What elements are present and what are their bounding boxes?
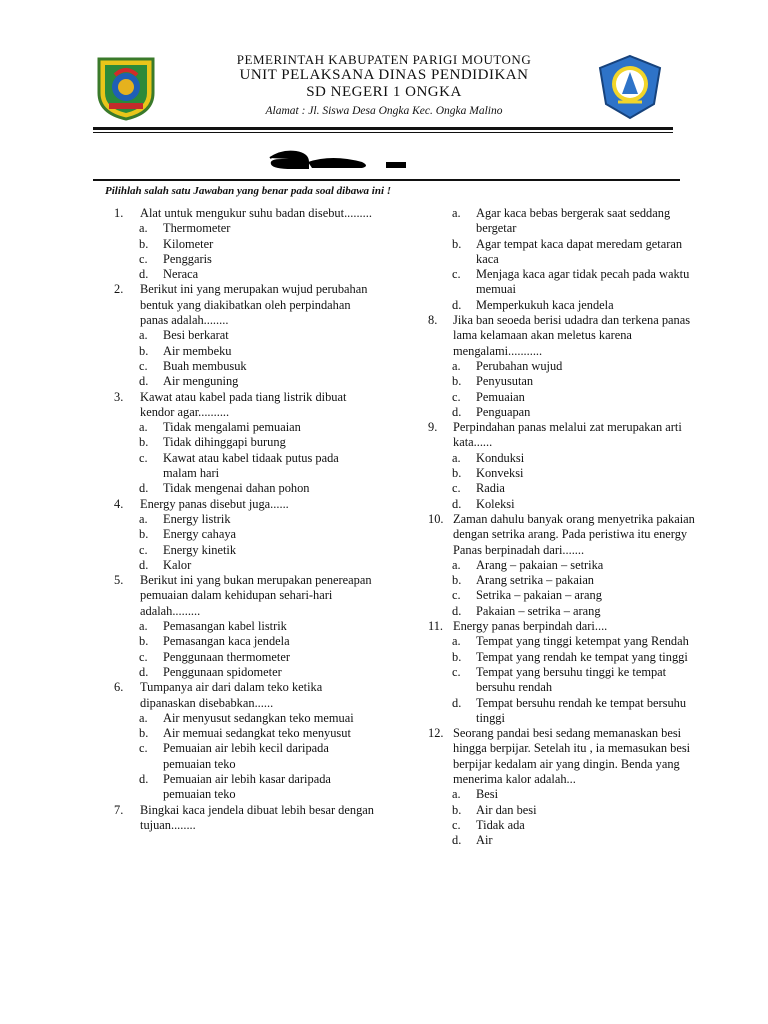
- option: d. Air menguning: [139, 374, 239, 389]
- header-rule-thin: [93, 132, 673, 133]
- option: a. Besi berkarat: [139, 328, 229, 343]
- question-12: 12. Seorang pandai besi sedang memanaskan besi hingga berpijar. Setelah itu , ia memasukan besi berpijar kedalam air yang dingin. Benda yang menerima kalor adalah...: [428, 726, 691, 786]
- option: c. Pemuaian air lebih kecil daripada pemuaian teko: [139, 741, 329, 771]
- question-10: 10. Zaman dahulu banyak orang menyetrika pakaian dengan setrika arang. Pada peristiwa itu energy Panas berpinadah dari.......: [428, 511, 695, 557]
- option: b. Tidak dihinggapi burung: [139, 435, 286, 450]
- option: d. Air: [452, 833, 493, 848]
- option: b. Air memuai sedangkat teko menyusut: [139, 726, 351, 741]
- option: b. Arang setrika – pakaian: [452, 573, 595, 588]
- option: b. Air dan besi: [452, 802, 537, 817]
- question-5: 5. Berikut ini yang bukan merupakan penereapan pemuaian dalam kehidupan sehari-hari adalah.........: [114, 573, 372, 618]
- question-8: 8. Jika ban seoeda berisi udadra dan terkena panas lama kelamaan akan meletus karena mengalami...........: [428, 313, 691, 358]
- question-2: 2. Berikut ini yang merupakan wujud perubahan bentuk yang diakibatkan oleh perpindahan panas adalah........: [114, 282, 368, 328]
- question-3: 3. Kawat atau kabel pada tiang listrik dibuat kendor agar..........: [114, 389, 347, 419]
- option: c. Setrika – pakaian – arang: [452, 588, 602, 603]
- question-1: 1. Alat untuk mengukur suhu badan disebut.........: [114, 206, 372, 220]
- instruction-rule: [93, 179, 680, 181]
- option: c. Pemuaian: [452, 389, 525, 404]
- option: c. Menjaga kaca agar tidak pecah pada waktu memuai: [452, 267, 690, 297]
- option: a. Air menyusut sedangkan teko memuai: [139, 710, 354, 725]
- option: d. Penguapan: [452, 404, 531, 419]
- option: d. Pakaian – setrika – arang: [452, 603, 601, 618]
- questions-right-column: [428, 206, 698, 848]
- option: d. Kalor: [139, 557, 192, 572]
- option: b. Pemasangan kaca jendela: [139, 634, 290, 649]
- option: c. Penggaris: [139, 251, 212, 266]
- tut-wuri-handayani-emblem-icon: [598, 54, 662, 120]
- header-rule-thick: [93, 127, 673, 130]
- option: c. Tidak ada: [452, 817, 525, 832]
- option: b. Penyusutan: [452, 374, 534, 389]
- option: c. Tempat yang bersuhu tinggi ke tempat bersuhu rendah: [452, 664, 667, 695]
- option: a. Perubahan wujud: [452, 358, 563, 373]
- question-6: 6. Tumpanya air dari dalam teko ketika dipanaskan disebabkan......: [114, 680, 323, 710]
- option: b. Tempat yang rendah ke tempat yang tinggi: [452, 649, 688, 664]
- option: c. Buah membusuk: [139, 358, 247, 373]
- question-7-options: [428, 206, 698, 313]
- school-address: Alamat : Jl. Siswa Desa Ongka Kec. Ongka Malino: [265, 105, 503, 117]
- option: a. Besi: [452, 787, 499, 802]
- option: a. Agar kaca bebas bergerak saat seddang bergetar: [452, 206, 671, 236]
- questions-left-column: [114, 206, 374, 833]
- option: d. Tempat bersuhu rendah ke tempat bersuhu tinggi: [452, 695, 687, 725]
- question-7: 7. Bingkai kaca jendela dibuat lebih besar dengan tujuan........: [114, 802, 374, 832]
- option: b. Kilometer: [139, 236, 214, 251]
- option: b. Agar tempat kaca dapat meredam getaran kaca: [452, 236, 683, 266]
- option: c. Penggunaan thermometer: [139, 649, 290, 664]
- option: a. Tempat yang tinggi ketempat yang Rendah: [452, 634, 689, 649]
- option: b. Energy cahaya: [139, 527, 237, 542]
- government-line: PEMERINTAH KABUPATEN PARIGI MOUTONG: [236, 52, 532, 67]
- option: a. Arang – pakaian – setrika: [452, 557, 604, 572]
- option: a. Pemasangan kabel listrik: [139, 619, 287, 634]
- unit-line: UNIT PELAKSANA DINAS PENDIDIKAN: [239, 67, 529, 83]
- question-9: 9. Perpindahan panas melalui zat merupakan arti kata......: [428, 420, 682, 450]
- option: d. Neraca: [139, 267, 199, 282]
- option: a. Energy listrik: [139, 511, 231, 526]
- question-4: 4. Energy panas disebut juga......: [114, 496, 289, 511]
- decorative-scribble-icon: [262, 148, 422, 170]
- option: a. Tidak mengalami pemuaian: [139, 420, 301, 435]
- option: d. Memperkukuh kaca jendela: [452, 297, 614, 312]
- option: c. Radia: [452, 481, 505, 496]
- option: c. Kawat atau kabel tidaak putus pada malam hari: [139, 450, 339, 481]
- school-name: SD NEGERI 1 ONGKA: [306, 84, 462, 100]
- option: b. Air membeku: [139, 343, 232, 358]
- option: c. Energy kinetik: [139, 542, 237, 557]
- letterhead: [0, 0, 768, 130]
- option: a. Thermometer: [139, 221, 231, 236]
- question-11: 11. Energy panas berpindah dari....: [428, 619, 608, 634]
- option: d. Tidak mengenai dahan pohon: [139, 481, 310, 496]
- option: a. Konduksi: [452, 450, 525, 465]
- instruction-text: Pilihlah salah satu Jawaban yang benar pada soal dibawa ini !: [105, 185, 392, 197]
- option: d. Koleksi: [452, 496, 515, 511]
- option: d. Penggunaan spidometer: [139, 664, 282, 679]
- option: d. Pemuaian air lebih kasar daripada pemuaian teko: [139, 771, 331, 802]
- option: b. Konveksi: [452, 466, 524, 481]
